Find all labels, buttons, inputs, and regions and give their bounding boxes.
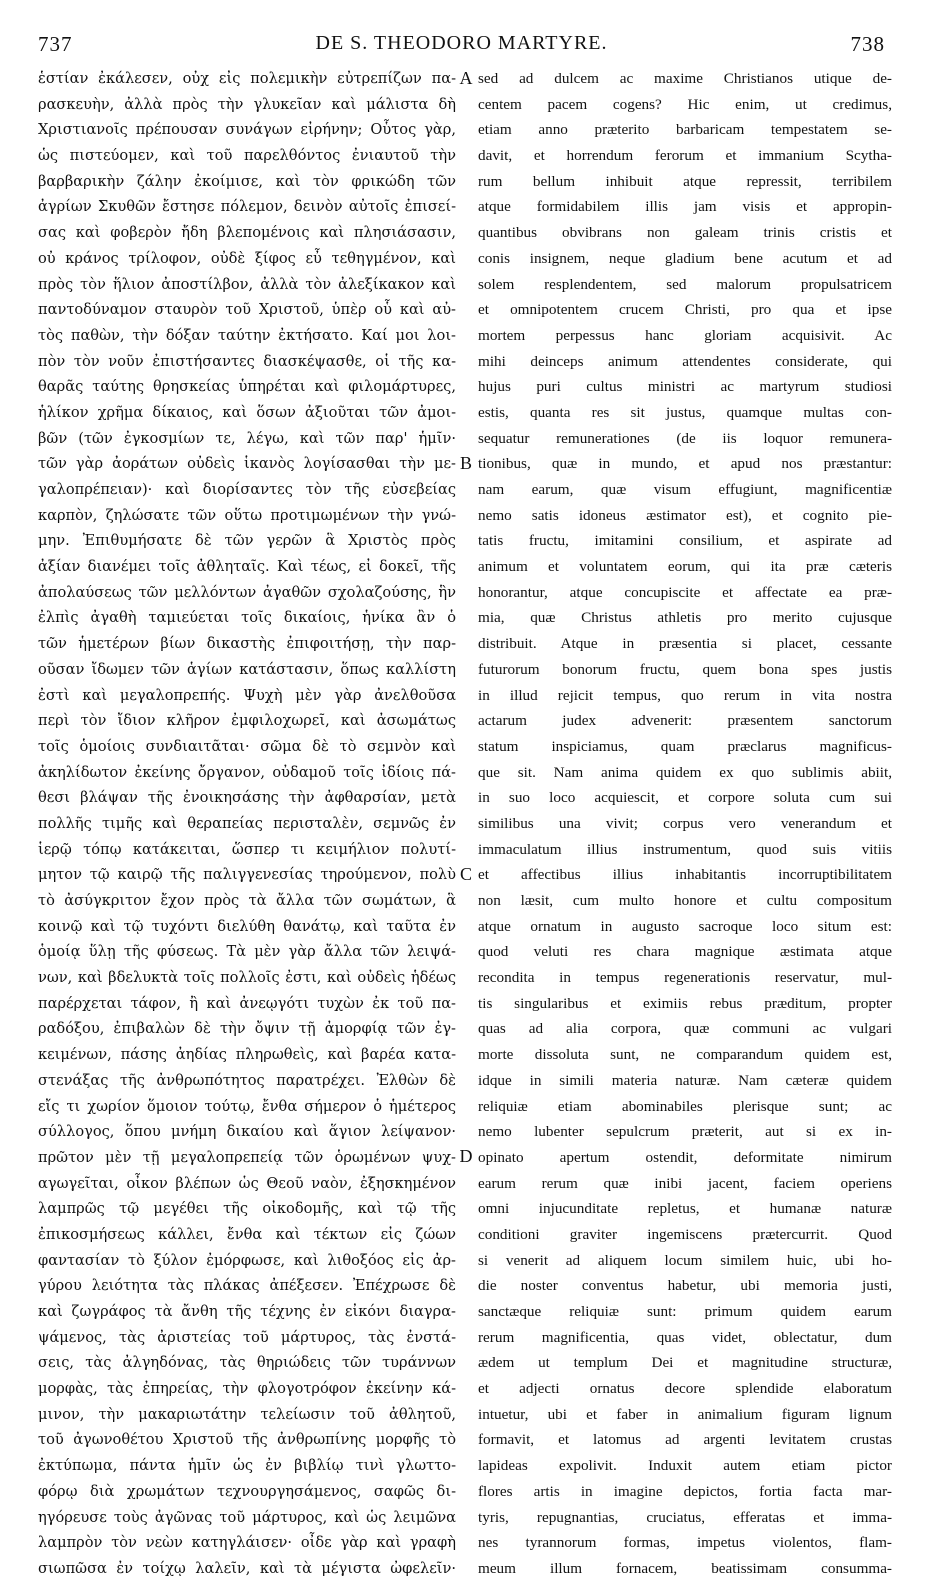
text-line: tionibus, quæ in mundo, et apud nos præstantur: [478, 455, 892, 473]
text-line: omni injucunditate repletus, et humanæ naturæ [478, 1200, 892, 1218]
text-line: etiam anno præterito barbaricam tempestatem se- [478, 121, 892, 139]
text-line: quod veluti res chara magnique æstimata atque [478, 943, 892, 961]
text-line: μινον, τὴν μακαριωτάτην τελείωσιν τοῦ ἀθλητοῦ, [38, 1405, 456, 1423]
text-line: ἐκτύπωμα, πάντα ἡμῖν ὡς ἐν βιβλίῳ τινὶ γλωττο- [38, 1457, 456, 1475]
text-line: si venerit ad aliquem locum similem huic, ubi ho- [478, 1251, 892, 1269]
text-line: statum inspiciamus, quam præclarus magnificus- [478, 737, 892, 755]
text-line: idque in simili materia naturæ. Nam cæteræ quidem [478, 1071, 892, 1089]
text-line: que sit. Nam anima quidem ex quo sublimis abiit, [478, 763, 892, 781]
text-line: τῶν γὰρ ἀοράτων οὐδεὶς ἱκανὸς λογίσασθαι τὴν με- [38, 455, 456, 473]
text-line: ἐστὶ καὶ μεγαλοπρεπής. Ψυχὴ μὲν γὰρ ἀνελθοῦσα [38, 686, 456, 704]
text-line: τὸς παθὼν, τὴν δόξαν ταύτην ἐκτήσατο. Καί μοι λοι- [38, 326, 456, 344]
text-line: quantibus obvibrans non galeam trinis cristis et [478, 224, 892, 242]
greek-text-column [38, 66, 456, 1582]
text-line: morte dissoluta sunt, ne comparandum quidem est, [478, 1046, 892, 1064]
text-line: βαρβαρικὴν ζάλην ἐκοίμισε, καὶ τὸν φρικώδη τῶν [38, 172, 456, 190]
text-line: κοινῷ καὶ τῷ τυχόντι διελύθη θανάτῳ, καὶ ταῦτα ἐν [38, 917, 456, 935]
text-line: mia, quæ Christus athletis pro merito cujusque [478, 609, 892, 627]
text-line: μητον τῷ καιρῷ τῆς παλιγγενεσίας τηρούμενον, πολὺ [38, 866, 456, 884]
text-line: σιωπῶσα ἐν τοίχῳ λαλεῖν, καὶ τὰ μέγιστα ὠφελεῖν· [38, 1559, 456, 1577]
text-line: in illud rejicit tempus, quo rerum in vita nostra [478, 686, 892, 704]
text-line: πὸν τὸν νοῦν ἐπιστήσαντες διασκέψασθε, οἱ τῆς κα- [38, 352, 456, 370]
text-line: solem resplendentem, sed malorum propulsatricem [478, 275, 892, 293]
text-line: quas ad alia corpora, quæ communi ac vulgari [478, 1020, 892, 1038]
text-line: Χριστιανοῖς πρέπουσαν συνάγων εἰρήνην; Οὗτος γὰρ, [38, 121, 456, 139]
text-line: et omnipotentem crucem Christi, pro qua et ipse [478, 301, 892, 319]
text-line: mortem perpessus hanc gloriam acquisivit. Ac [478, 326, 892, 344]
text-line: futurorum bonorum fructu, quem bona spes justis [478, 660, 892, 678]
text-line: αγωγεῖται, οἶκον βλέπων ὡς Θεοῦ ναὸν, ἐξησκημένον [38, 1174, 456, 1192]
text-line: οὐ κράνος τρίλοφον, οὐδὲ ξίφος εὖ τεθηγμένον, καὶ [38, 249, 456, 267]
text-line: atque formidabilem illis jam visis et appropin- [478, 198, 892, 216]
text-line: βῶν (τῶν ἐγκοσμίων τε, λέγω, καὶ τῶν παρ' ἡμῖν· [38, 429, 456, 447]
text-line: intuetur, ubi et faber in animalium figuram lignum [478, 1405, 892, 1423]
text-line: lapideas expolivit. Induxit autem etiam pictor [478, 1457, 892, 1475]
text-line: σας καὶ φοβερὸν ἤδη βλεπομένοις καὶ πλησιάσασιν, [38, 224, 456, 242]
text-line: γύρου λειότητα τὰς πλάκας ἀπέξεσεν. Ἐπέχρωσε δὲ [38, 1277, 456, 1295]
text-line: ηγόρευσε τοὺς ἀγῶνας τοῦ μάρτυρος, καὶ ὡς λειμῶνα [38, 1508, 456, 1526]
text-line: σεις, τὰς ἀλγηδόνας, τὰς θηριώδεις τῶν τυράννων [38, 1354, 456, 1372]
text-line: τῶν ἡμετέρων βίων δικαστὴς ἐπιφοιτήσῃ, τὴν παρ- [38, 635, 456, 653]
text-line: ἱερῷ τόπῳ κατάκειται, ὥσπερ τι κειμήλιον πολυτί- [38, 840, 456, 858]
text-line: nemo lubenter sepulcrum præterit, aut si ex in- [478, 1123, 892, 1141]
page-number-right: 738 [850, 32, 885, 56]
text-line: φόρῳ διὰ χρωμάτων τεχνουργησάμενος, σαφῶς δι- [38, 1482, 456, 1500]
text-line: πολλῆς τιμῆς καὶ θεραπείας περισταλὲν, σεμνῶς ἐν [38, 814, 456, 832]
text-line: tyris, repugnantias, cruciatus, efferatas et imma- [478, 1508, 892, 1526]
text-line: atque ornatum in augusto sacroque loco situm est: [478, 917, 892, 935]
text-line: λαμπρῶς τῷ μεγέθει τῆς οἰκοδομῆς, καὶ τῷ τῆς [38, 1200, 456, 1218]
text-line: ὡς πιστεύομεν, καὶ τοῦ παρελθόντος ἐνιαυτοῦ τὴν [38, 147, 456, 165]
text-line: λαμπρὸν τὸν νεὼν κατηγλάισεν· οἶδε γὰρ καὶ γραφὴ [38, 1534, 456, 1552]
text-line: ἀπολαύσεως τῶν μελλόντων ἀγαθῶν σχολαζούσης, ἣν [38, 583, 456, 601]
running-header [38, 32, 885, 62]
text-line: similibus una vivit; corpus vero venerandum et [478, 814, 892, 832]
text-line: σύλλογος, ὅπου μνήμη δικαίου καὶ ἅγιον λείψανον· [38, 1123, 456, 1141]
text-line: γαλοπρέπειαν)· καὶ διορίσαντες τὸν τῆς εὐσεβείας [38, 481, 456, 498]
section-marker-d: D [459, 1146, 473, 1166]
section-marker-b: B [459, 453, 472, 473]
text-line: ædem ut templum Dei et magnitudine structuræ, [478, 1354, 892, 1372]
text-line: εἴς τι χωρίον ὅμοιον τούτῳ, ἔνθα σήμερον ὁ ἡμέτερος [38, 1097, 456, 1115]
text-line: die noster conventus habetur, ubi memoria justi, [478, 1277, 892, 1295]
text-line: nes tyrannorum formas, impetus violentos, flam- [478, 1534, 892, 1552]
text-line: et affectibus illius inhabitantis incorruptibilitatem [478, 866, 892, 884]
section-marker-a: A [459, 68, 473, 88]
text-line: τοῦ ἀγωνοθέτου Χριστοῦ τῆς ἀνθρωπίνης μορφῆς τὸ [38, 1431, 456, 1449]
text-line: ἡλίκον χρῆμα δίκαιος, καὶ ὅσων ἀξιοῦται τῶν ἀμοι- [38, 403, 456, 421]
text-line: ἀξίαν διανέμει τοῖς ἀθληταῖς. Καὶ τέως, εἰ δοκεῖ, τῆς [38, 558, 456, 576]
text-line: opinato apertum ostendit, deformitate nimirum [478, 1148, 892, 1166]
text-line: παντοδύναμον σταυρὸν τοῦ Χριστοῦ, ὑπὲρ οὗ καὶ αὐ- [38, 301, 456, 319]
text-line: ραδόξου, ἐπιβαλὼν δὲ τὴν ὄψιν τῇ ἀμορφίᾳ τῶν ἐγ- [38, 1020, 456, 1038]
text-line: animum et voluntatem eorum, qui ita præ cæteris [478, 558, 892, 576]
text-line: παρέρχεται τάφον, ἢ καὶ ἀνεῳγότι τυχὼν ἐκ τοῦ πα- [38, 994, 456, 1012]
text-line: ἀγρίων Σκυθῶν ἔστησε πόλεμον, δεινὸν αὐτοῖς ἐπισεί- [38, 198, 456, 216]
text-line: τὸ ἀσύγκριτον ἔχον πρὸς τὰ ἄλλα τῶν σωμάτων, ἃ [38, 892, 456, 909]
text-line: in suo loco acquiescit, et corpore soluta cum sui [478, 789, 892, 807]
text-line: mihi deinceps animum attendentes considerate, qui [478, 352, 892, 370]
text-line: sequatur remunerationes (de iis loquor remunera- [478, 429, 892, 447]
running-title: DE S. THEODORO MARTYRE. [315, 32, 608, 54]
text-line: conis insignem, neque gladium bene acutum et ad [478, 249, 892, 267]
text-line: earum rerum quæ inibi jacent, faciem operiens [478, 1174, 892, 1192]
text-line: non læsit, cum multo honore et cultu compositum [478, 892, 892, 909]
text-line: στενάξας τῆς ἀνθρωπότητος παρατρέχει. Ἐλθὼν δὲ [38, 1071, 456, 1089]
page-number-left: 737 [38, 32, 73, 56]
text-line: et adjecti ornatus decore splendide elaboratum [478, 1380, 892, 1398]
text-line: θαρᾶς ταύτης θρησκείας ὑπηρέται καὶ φιλομάρτυρες, [38, 378, 456, 396]
text-line: ἐπικοσμήσεως κάλλει, ἔνθα καὶ τέκτων εἰς ζώων [38, 1225, 456, 1243]
text-line: nam earum, quæ visum effugiunt, magnificentiæ [478, 481, 892, 498]
text-line: φαντασίαν τὸ ξύλον ἐμόρφωσε, καὶ λιθοξόος εἰς ἀρ- [38, 1251, 456, 1269]
text-line: ἐλπὶς ἀγαθὴ ταμιεύεται τοῖς δικαίοις, ἡνίκα ἂν ὁ [38, 609, 456, 627]
text-line: ρασκευὴν, ἀλλὰ πρὸς τὴν γλυκεῖαν καὶ μάλιστα δὴ [38, 95, 456, 113]
text-line: κειμένων, πάσης ἀηδίας πληρωθεὶς, καὶ βαρέα κατα- [38, 1046, 456, 1064]
text-line: ἀκηλίδωτον ἐκείνης ὄργανον, οὐδαμοῦ τοῖς ἰδίοις πά- [38, 763, 456, 781]
text-line: καὶ ζωγράφος τὰ ἄνθη τῆς τέχνης ἐν εἰκόνι διαγρα- [38, 1303, 456, 1320]
text-line: sanctæque reliquiæ sunt: primum quidem earum [478, 1303, 892, 1320]
text-line: centem pacem cogens? Hic enim, ut credimus, [478, 95, 892, 113]
text-line: ἑστίαν ἐκάλεσεν, οὐχ εἰς πολεμικὴν εὐτρεπίζων πα- [38, 70, 456, 87]
text-line: formavit, et latomus ad argenti levitatem crustas [478, 1431, 892, 1449]
text-line: estis, quanta res sit justus, quamque multas con- [478, 403, 892, 421]
latin-text-column [478, 66, 892, 1582]
text-line: hujus puri cultus ministri ac martyrum studiosi [478, 378, 892, 396]
text-line: νων, καὶ βδελυκτὰ τοῖς πολλοῖς ἐστι, καὶ οὐδεὶς ἡδέως [38, 969, 456, 987]
text-line: καρπὸν, ζηλώσατε τῶν οὕτω προτιμωμένων τὴν γνώ- [38, 506, 456, 524]
text-line: conditioni graviter ingemiscens prætercurrit. Quod [478, 1225, 892, 1243]
text-line: actarum judex advenerit: præsentem sanctorum [478, 712, 892, 730]
text-line: davit, et horrendum ferorum et immanium Scytha- [478, 147, 892, 165]
text-line: rerum magnificentia, quas videt, oblectatur, dum [478, 1328, 892, 1346]
text-line: honorantur, atque concupiscite et affectate ea præ- [478, 583, 892, 601]
text-line: tis singularibus et eximiis rebus præditum, propter [478, 994, 892, 1012]
text-line: θεσι βλάψαν τῆς ἐνοικησάσης τὴν ἀφθαρσίαν, μετὰ [38, 789, 456, 807]
text-line: τοῖς ὁμοίοις συνδιαιτᾶται· σῶμα δὲ τὸ σεμνὸν καὶ [38, 737, 456, 755]
text-line: πρὸς τὸν ἥλιον ἀποστίλβον, ἀλλὰ τὸν ἀλεξίκακον καὶ [38, 275, 456, 293]
text-line: reliquiæ etiam abominabiles plerisque sunt; ac [478, 1097, 892, 1115]
text-line: distribuit. Atque in præsentia si placet, cessante [478, 635, 892, 653]
text-line: meum illum fornacem, beatissimam consumma- [478, 1559, 892, 1577]
text-line: rum bellum inhibuit atque repressit, terribilem [478, 172, 892, 190]
text-line: nemo satis idoneus æstimator est), et cognito pie- [478, 506, 892, 524]
section-marker-c: C [459, 864, 472, 884]
text-line: μορφὰς, τὰς ἐπηρείας, τὴν φλογοτρόφον ἐκείνην κά- [38, 1380, 456, 1398]
text-line: περὶ τὸν ἴδιον κλῆρον ἐμφιλοχωρεῖ, καὶ ἀσωμάτως [38, 712, 456, 730]
text-line: immaculatum illius instrumentum, quod suis vitiis [478, 840, 892, 858]
text-line: tatis fructu, imitamini consilium, et aspirate ad [478, 532, 892, 550]
text-line: ὁμοίᾳ ὕλῃ τῆς φύσεως. Τὰ μὲν γὰρ ἄλλα τῶν λειψά- [38, 943, 456, 961]
text-line: recondita in tempus regenerationis reservatur, mul- [478, 969, 892, 987]
text-line: flores artis in imagine depictos, fortia facta mar- [478, 1482, 892, 1500]
text-line: μην. Ἐπιθυμήσατε δὲ τῶν γερῶν ἃ Χριστὸς πρὸς [38, 532, 456, 550]
text-line: sed ad dulcem ac maxime Christianos utique de- [478, 70, 892, 87]
text-line: οῦσαν ἴδωμεν τῶν ἁγίων κατάστασιν, ὅπως καλλίστη [38, 660, 456, 678]
text-line: πρῶτον μὲν τῇ μεγαλοπρεπείᾳ τῶν ὁρωμένων ψυχ- [38, 1148, 456, 1166]
text-line: ψάμενος, τὰς ἀριστείας τοῦ μάρτυρος, τὰς ἐνστά- [38, 1328, 456, 1346]
